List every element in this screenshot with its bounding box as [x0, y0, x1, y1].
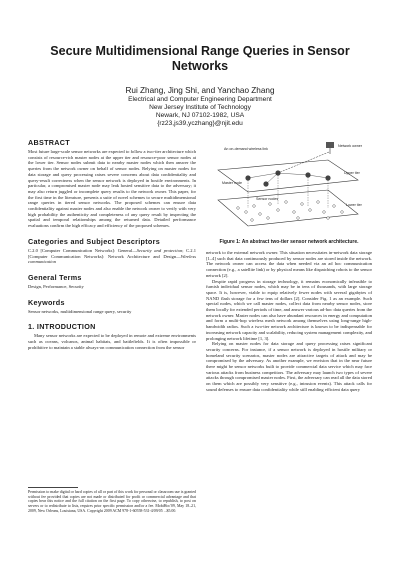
categories-heading: Categories and Subject Descriptors	[28, 236, 161, 246]
keywords-section	[28, 298, 196, 315]
introduction-text: Many sensor networks are expected to be deployed in remote and extreme environments such as oceans, volcanos, animal habitats, and battlefields. It is often impossible or prohibitive to maintain a stable always-on communication connection from the sensor	[28, 333, 196, 350]
figure-1	[208, 138, 370, 245]
general-terms-heading: General Terms	[28, 272, 82, 282]
label-network-owner: Network owner	[338, 144, 362, 148]
label-lower-tier: Lower tier	[346, 203, 362, 207]
categories-text-2: ; C.2.1 [Computer Communication Networks]: Network Architecture and Design—	[28, 247, 196, 259]
right-paragraph-1: network to the external network owner. This situation necessitates in-network data storage [1–4] such that data continuously produced by sensor nodes are stored inside the network. The network owner can access the data when needed via an ad hoc communication connection (e.g., a satellite link) or by physical means like dispatching robots to the sensor network [2].	[206, 250, 372, 278]
abstract-heading: ABSTRACT	[28, 138, 70, 147]
right-column	[206, 250, 372, 393]
abstract-text: Most future large-scale sensor networks are expected to follow a two-tier architecture which consists of resource-rich master nodes at the upper tier and resource-poor sensor nodes at the lower tier. Sensor nodes submit data to nearby master nodes which then answer the queries from the network owner on behalf of sensor nodes. Relying on master nodes for data storage and query processing raises severe concerns about data confidentiality and query-result correctness when the sensor network is deployed in hostile environments. In particular, a compromised master node may leak hosted sensitive data to the adversary; it may also return juggled or incomplete query results to the network owner. This paper, for the first time in the literature, presents a suite of novel schemes to secure multidimensional range queries in tiered sensor networks. The proposed schemes can ensure data confidentiality against master nodes and also enable the network owner to verify with very high probability the authenticity and completeness of any query result by inspecting the spatial and temporal relationships among the returned data. Detailed performance evaluations confirm the high efficacy and efficiency of the proposed schemes.	[28, 149, 196, 229]
affiliation-dept: Electrical and Computer Engineering Department	[128, 96, 272, 103]
tier-links	[248, 175, 328, 208]
master-links	[248, 173, 328, 184]
categories-text-2-italic: Wireless communication	[28, 253, 196, 265]
figure-caption: Figure 1: An abstract two-tier sensor network architecture.	[219, 239, 359, 245]
paper-title	[30, 44, 370, 74]
right-paragraph-3: Relying on master nodes for data storage and query processing raises significant security concerns. For instance, if a sensor network is deployed in hostile military or homeland security scenarios, master nodes are attractive targets of attack and may be compromised by the adversary. As another example, we envision that in the near future there might be sensor networks built to provide commercial data service which may face various attacks from business competitors. The adversary may launch two types of severe attacks through compromised master nodes. First, the adversary can read all the data stored on them which are possibly very sensitive (e.g., intrusion events). This attack calls for sound defenses to ensure data confidentiality while still enabling efficient data query	[206, 341, 372, 392]
title-line-2: Networks	[171, 59, 229, 73]
categories-text	[28, 248, 196, 265]
footnote-rule	[28, 487, 78, 488]
footnote-text: Permission to make digital or hard copies of all or part of this work for personal or classroom use is granted without fee provided that copies are not made or distributed for profit or commercial advantage and that copies bear this notice and the full citation on the first page. To copy otherwise, to republish, to post on servers or to redistribute to lists, requires prior specific permission and/or a fee. MobiHoc'09, May 18–21, 2009, New Orleans, Louisiana, USA. Copyright 2009 ACM 978-1-60558-531-4/09/05 ...$5.00.	[28, 490, 196, 513]
label-wireless-link: An on-demand wireless link	[224, 147, 268, 151]
left-column	[28, 138, 196, 350]
label-master-node: Master node	[222, 181, 242, 185]
right-paragraph-2: Despite rapid progress in storage technology, it remains economically infeasible to furnish individual sensor nodes, which may be in tens of thousands, with large storage space. It is, however, viable to equip relatively fewer nodes with several gigabytes of NAND flash storage for a few tens of dollars [2]. Consider Fig. 1 as an example. Such special nodes, which we call master nodes, collect data from nearby sensor nodes, store them locally for extended periods of time, and answer various ad-hoc data queries from the network owner. Master nodes can also have abundant resources in energy and computation and form a multi-hop wireless mesh network among themselves using long-range high-bandwidth radios. Such a two-tier network architecture is known to be indispensable for increasing network capacity and scalability, reducing system management complexity, and prolonging network lifetime [1, 3].	[206, 278, 372, 341]
wireless-link-line	[278, 152, 329, 173]
label-sensor-nodes: Sensor nodes	[256, 197, 279, 201]
upper-tier-plane	[218, 160, 358, 192]
general-terms-text: Design, Performance, Security	[28, 283, 84, 289]
copyright-footnote	[28, 490, 196, 514]
network-owner-icon	[326, 142, 334, 154]
affiliation-email: {rz23,js39,yczhang}@njit.edu	[157, 120, 243, 127]
author-names: Rui Zhang, Jing Shi, and Yanchao Zhang	[125, 86, 275, 95]
affiliation-institution: New Jersey Institute of Technology	[149, 104, 251, 111]
sensor-nodes	[237, 201, 344, 222]
categories-section	[28, 237, 196, 265]
affiliation-city: Newark, NJ 07102-1982, USA	[155, 112, 245, 119]
introduction-section	[28, 322, 196, 350]
categories-text-1-italic: Security and protection	[136, 247, 183, 253]
label-upper-tier: Upper tier	[344, 171, 360, 175]
introduction-heading: 1. INTRODUCTION	[28, 322, 96, 332]
keywords-text: Sensor networks, multidimensional range query, security	[28, 308, 132, 314]
categories-text-1: C.2.0 [Computer Communication Networks]: General—	[28, 247, 137, 253]
author-block	[60, 86, 340, 128]
general-terms-section	[28, 273, 196, 290]
two-tier-network-diagram	[208, 138, 370, 232]
title-line-1: Secure Multidimensional Range Queries in Sensor	[50, 44, 350, 58]
keywords-heading: Keywords	[28, 297, 65, 307]
